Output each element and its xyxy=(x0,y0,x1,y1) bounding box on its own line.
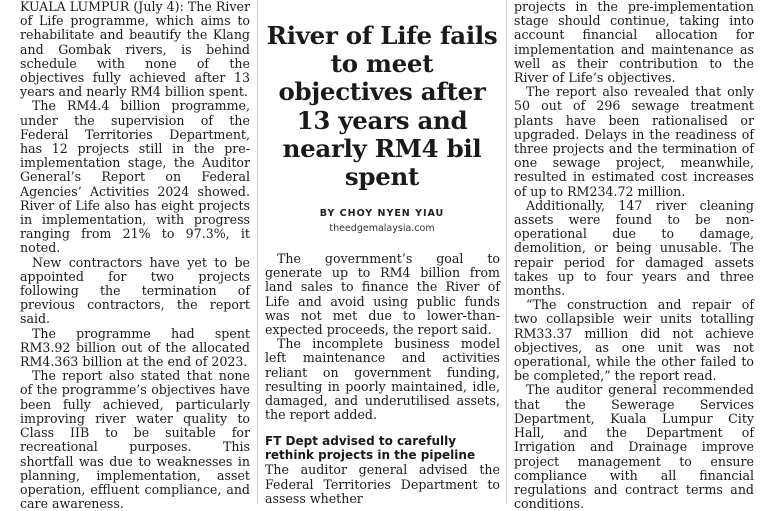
article-column-2 xyxy=(265,252,500,506)
paragraph: projects in the pre-implementation stage should continue, taking into account financial allocation for implementation and maintenance as well as their contribution to the River of Life’s objectives. xyxy=(514,0,754,86)
paragraph: Additionally, 147 river cleaning assets were found to be non-operational due to damage, demolition, or being unusable. The repair period for damaged assets takes up to four years and three months. xyxy=(514,197,754,299)
author-byline: BY CHOY NYEN YIAU xyxy=(319,208,445,219)
column-divider xyxy=(506,0,507,504)
column-divider xyxy=(257,0,258,504)
paragraph: The incomplete business model left maintenance and activities reliant on government funding, resulting in poorly maintained, idle, damaged, and underutilised assets, the report added. xyxy=(265,336,500,423)
paragraph: The programme had spent RM3.92 billion out of the allocated RM4.363 billion at the end of 2023. xyxy=(20,325,250,370)
paragraph: The auditor general advised the Federal Territories Department to assess whether xyxy=(265,462,500,506)
paragraph: The report also stated that none of the programme’s objectives have been fully achieved, particularly improving river water quality to Class IIB to be suitable for recreational purposes. This shortfall was due to weaknesses in planning, implementation, asset operation, effluent compliance, and care awareness. xyxy=(20,368,250,511)
paragraph: The report also revealed that only 50 out of 296 sewage treatment plants have been rationalised or upgraded. Delays in the readiness of three projects and the termination of one sewage project, meanwhile, resulted in estimated cost increases of up to RM234.72 million. xyxy=(514,84,754,199)
article-column-3 xyxy=(514,0,754,511)
article-column-1 xyxy=(20,0,250,511)
paragraph: The auditor general recommended that the Sewerage Services Department, Kuala Lumpur City Hall, and the Department of Irrigation and Drainage improve project management to ensure compliance with all financial regulations and contract terms and conditions. xyxy=(514,382,754,511)
paragraph: The RM4.4 billion programme, under the supervision of the Federal Territories Department, has 12 projects still in the pre-implementation stage, the Auditor General’s Report on Federal Agencies’ Activities 2024 showed. River of Life also has eight projects in implementation, with progress ranging from 21% to 97.3%, it noted. xyxy=(20,98,250,256)
article-headline: River of Life fails to meet objectives after 13 years and nearly RM4 bil spent xyxy=(266,21,498,192)
paragraph: The government’s goal to generate up to RM4 billion from land sales to finance the River of Life and avoid using public funds was not met due to lower-than-expected proceeds, the report said. xyxy=(265,251,500,338)
paragraph: New contractors have yet to be appointed for two projects following the termination of previous contractors, the report said. xyxy=(20,254,250,327)
paragraph: KUALA LUMPUR (July 4): The River of Life programme, which aims to rehabilitate and beautify the Klang and Gombak rivers, is behind schedule with none of the objectives fully achieved after 13 years and nearly RM4 billion spent. xyxy=(20,0,250,100)
section-subheading: FT Dept advised to carefully rethink projects in the pipeline xyxy=(265,434,476,463)
paragraph: “The construction and repair of two collapsible weir units totalling RM33.37 million did not achieve objectives, as one unit was not operational, while the other failed to be completed,” the report read. xyxy=(514,297,754,384)
source-site: theedgemalaysia.com xyxy=(329,223,435,234)
